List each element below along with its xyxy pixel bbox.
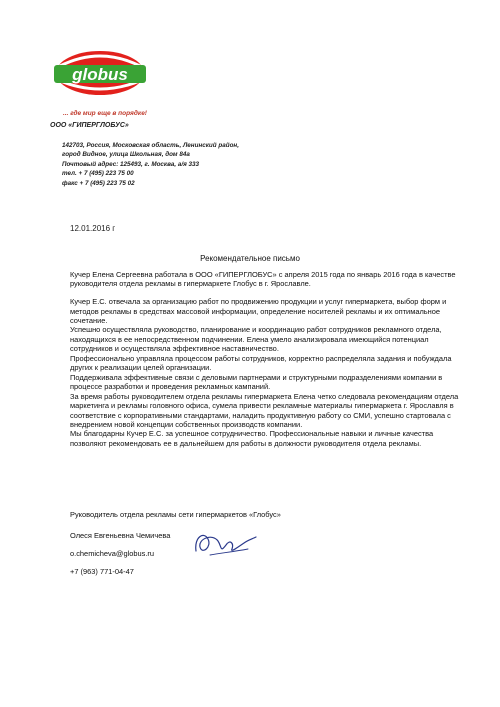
paragraph: Профессионально управляла процессом работы сотрудников, корректно распределяла задания и побуждала других к реализации целей организации. (70, 353, 452, 373)
address-line: город Видное, улица Школьная, дом 84а (62, 151, 190, 159)
company-address (62, 141, 302, 188)
paragraph: Кучер Е.С. отвечала за организацию работ по продвижению продукции и услуг гипермаркета, выбор форм и методов рекламы в средствах массовой информации, определение носителей рекламы и их оптимальное сочетание. (70, 297, 447, 325)
logo-text: globus (72, 65, 128, 84)
company-name: ООО «ГИПЕРГЛОБУС» (50, 122, 129, 129)
signer-phone: +7 (963) 771-04-47 (70, 567, 134, 576)
letter-title: Рекомендательное письмо (200, 254, 300, 263)
paragraph: Мы благодарны Кучер Е.С. за успешное сотрудничество. Профессиональные навыки и личные качества позволяют рекомендовать ее в дальнейшем для работы в должности руководителя отдела рекламы. (70, 429, 434, 448)
globus-logo (50, 50, 150, 102)
signer-email: o.chemicheva@globus.ru (70, 549, 155, 558)
paragraph: Успешно осуществляла руководство, планирование и координацию работ сотрудников рекламного отдела, находящихся в ее непосредственном подчинении. Елена умело анализировала имеющийся потенциал сотрудников и осуществляла эффективное наставничество. (70, 325, 442, 354)
paragraph: Кучер Елена Сергеевна работала в ООО «ГИПЕРГЛОБУС» с апреля 2015 года по январь 2016 года в качестве руководителя отдела рекламы в гипермаркете Глобус в г. Ярославле. (70, 270, 456, 289)
paragraph: За время работы руководителем отдела рекламы гипермаркета Елена четко следовала рекомендациям отдела маркетинга и рекламы головного офиса, сумела привести рекламные материалы гипермаркета г. Ярославля в соответствие с корпоративными стандартами, наладить продуктивную работу со СМИ, успешно стартовала с внедрением новой концепции собственных производств компании. (70, 391, 459, 429)
signer-position: Руководитель отдела рекламы сети гипермаркетов «Глобус» (70, 510, 281, 519)
signer-name: Олеся Евгеньевна Чемичева (70, 531, 171, 540)
handwritten-signature (190, 525, 260, 565)
slogan: ... где мир еще в порядке! (63, 110, 147, 117)
fax-line: факс + 7 (495) 223 75 02 (62, 179, 135, 187)
paragraph: Поддерживала эффективные связи с деловыми партнерами и структурными подразделениями компании в процессе разработки и проведения рекламных кампаний. (70, 372, 443, 392)
address-line: 142703, Россия, Московская область, Ленинский район, (62, 142, 239, 149)
phone-line: тел. + 7 (495) 223 75 00 (62, 170, 134, 178)
postal-address: Почтовый адрес: 125493, г. Москва, а/я 333 (62, 160, 200, 168)
letter-body (70, 270, 460, 448)
letter-date: 12.01.2016 г (70, 224, 116, 233)
